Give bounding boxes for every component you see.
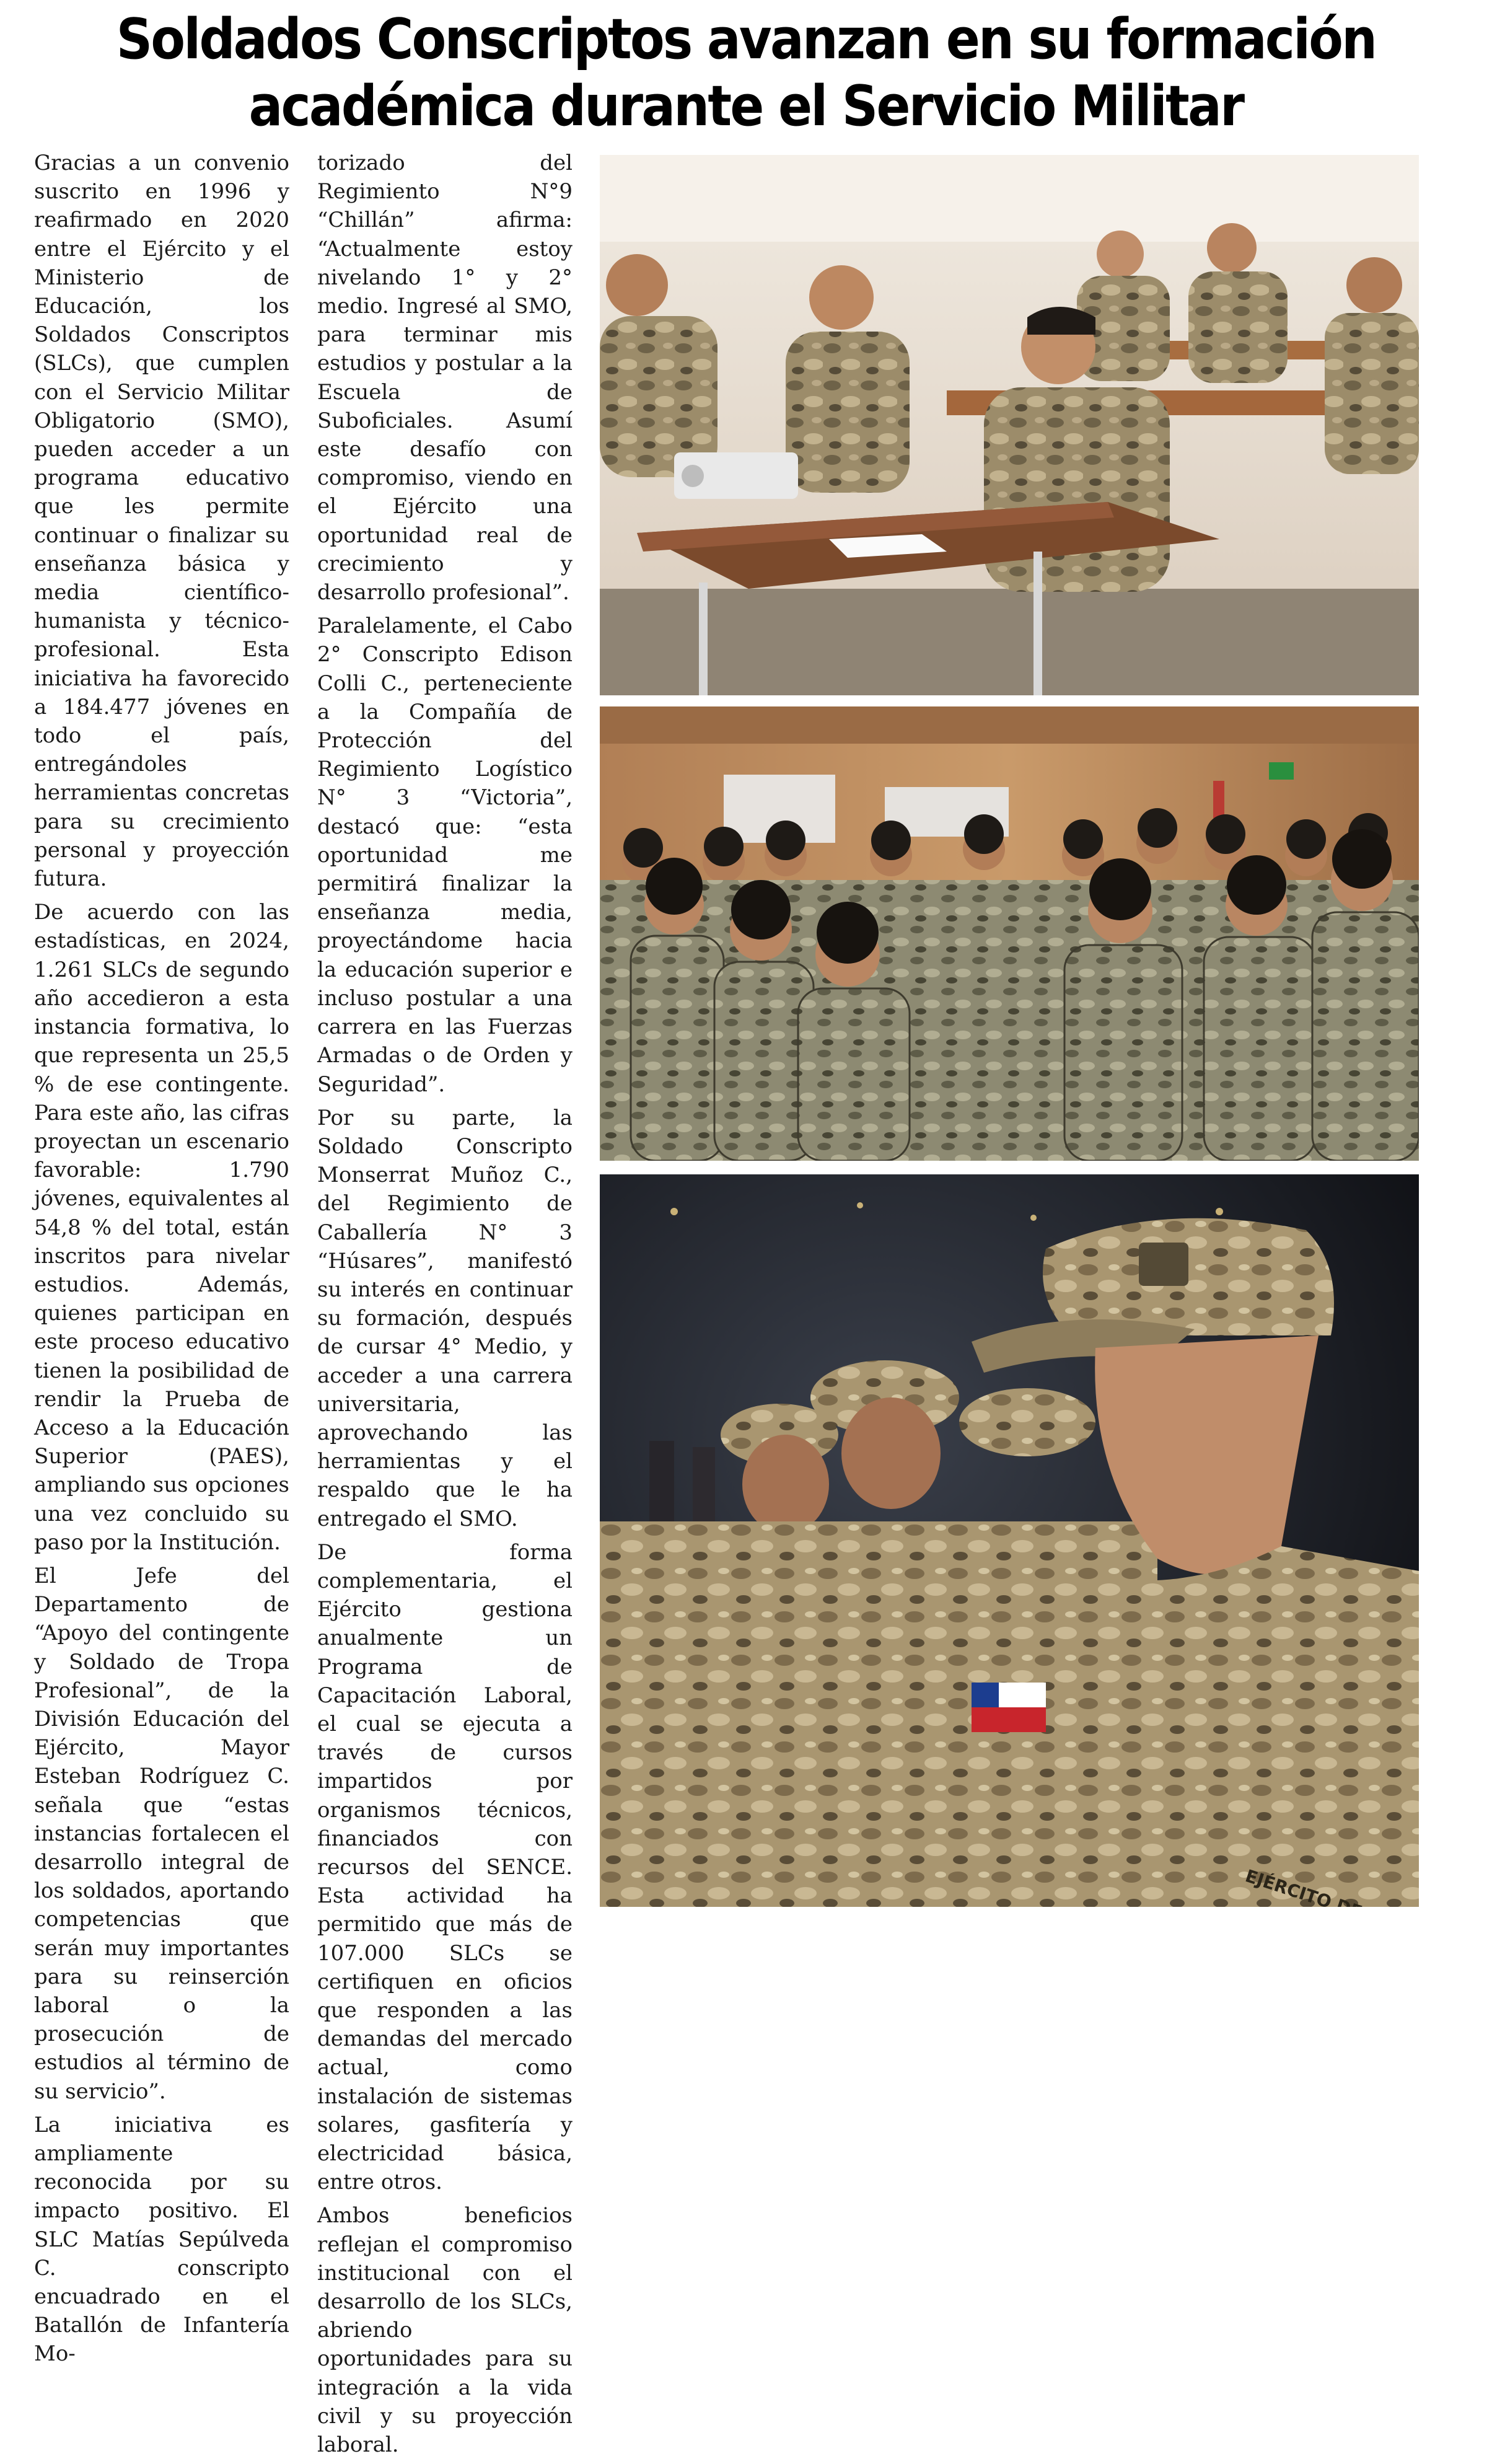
paragraph: Paralelamente, el Cabo 2° Conscripto Edison Colli C., perteneciente a la Compañía de Protección del Regimiento Logístico N° 3 “Victoria”, destacó que: “esta oportunidad me permitirá finalizar la enseñanza media, proyectándome hacia la educación superior e incluso postular a una carrera en las Fuerzas Armadas o de Orden y Seguridad”.	[317, 614, 573, 1097]
portrait-photo-icon	[600, 1174, 1419, 1907]
paragraph: El Jefe del Departamento de “Apoyo del contingente y Soldado de Tropa Profesional”, de la División Educación del Ejército, Mayor Esteban Rodríguez C. señala que “estas instancias fortalecen el desarrollo integral de los soldados, aportando competencias que serán muy importantes para su reinserción laboral o la prosecución de estudios al término de su servicio”.	[34, 1563, 289, 2104]
article-column-2	[317, 149, 573, 2464]
paragraph: La iniciativa es ampliamente reconocida por su impacto positivo. El SLC Matías Sepúlveda C. conscripto encuadrado en el Batallón de Infantería Mo-	[34, 2112, 289, 2367]
portrait-photo	[600, 1174, 1419, 1907]
paragraph: De forma complementaria, el Ejército gestiona anualmente un Programa de Capacitación Laboral, el cual se ejecuta a través de cursos impartidos por organismos técnicos, financiados con recursos del SENCE. Esta actividad ha permitido que más de 107.000 SLCs se certifiquen en oficios que responden a las demandas del mercado actual, como instalación de sistemas solares, gasfitería y electricidad básica, entre otros.	[317, 1539, 573, 2195]
headline-line-1: Soldados Conscriptos avanzan en su formación	[116, 7, 1376, 72]
headline	[74, 6, 1417, 140]
paragraph: torizado del Regimiento N°9 “Chillán” afirma: “Actualmente estoy nivelando 1° y 2° medio. Ingresé al SMO, para terminar mis estudios y postular a la Escuela de Suboficiales. Asumí este desafío con compromiso, viendo en el Ejército una oportunidad real de crecimiento y desarrollo profesional”.	[317, 151, 573, 605]
formation-photo-icon	[600, 706, 1419, 1161]
paragraph: Ambos beneficios reflejan el compromiso institucional con el desarrollo de los SLCs, abriendo oportunidades para su integración a la vida civil y su proyección laboral.	[317, 2203, 573, 2458]
classroom-photo	[600, 155, 1419, 695]
paragraph: Por su parte, la Soldado Conscripto Monserrat Muñoz C., del Regimiento de Caballería N° 3 “Húsares”, manifestó su interés en continuar su formación, después de cursar 4° Medio, y acceder a una carrera universitaria, aprovechando las herramientas y el respaldo que le ha entregado el SMO.	[317, 1105, 573, 1531]
classroom-photo-icon	[600, 155, 1419, 695]
chile-flag-patch	[972, 1683, 1046, 1732]
paragraph: De acuerdo con las estadísticas, en 2024, 1.261 SLCs de segundo año accedieron a esta instancia formativa, lo que representa un 25,5 % de ese contingente. Para este año, las cifras proyectan un escenario favorable: 1.790 jóvenes, equivalentes al 54,8 % del total, están inscritos para nivelar estudios. Además, quienes participan en este proceso educativo tienen la posibilidad de rendir la Prueba de Acceso a la Educación Superior (PAES), ampliando sus opciones una vez concluido su paso por la Institución.	[34, 900, 289, 1555]
paragraph: Gracias a un convenio suscrito en 1996 y reafirmado en 2020 entre el Ejército y el Ministerio de Educación, los Soldados Conscriptos (SLCs), que cumplen con el Servicio Militar Obligatorio (SMO), pueden acceder a un programa educativo que les permite continuar o finalizar su enseñanza básica y media científico-humanista y técnico-profesional. Esta iniciativa ha favorecido a 184.477 jóvenes en todo el país, entregándoles herramientas concretas para su crecimiento personal y proyección futura.	[34, 151, 289, 892]
headline-line-2: académica durante el Servicio Militar	[248, 74, 1244, 139]
formation-photo	[600, 706, 1419, 1161]
article-column-1	[34, 149, 289, 2374]
